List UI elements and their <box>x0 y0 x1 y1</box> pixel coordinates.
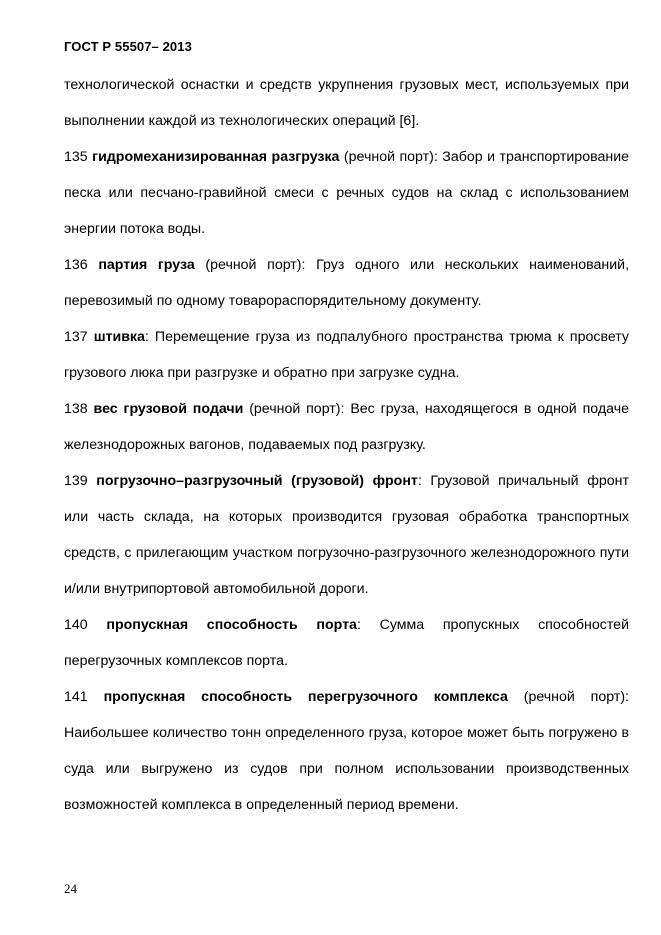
page-number: 24 <box>64 881 77 896</box>
entry-definition: Наибольшее количество тонн определенного груза, которое может быть погружено в суда или выгружено из судов при полном использовании производственных возможностей комплекса в определенный период времени. <box>64 725 629 813</box>
entry-term: гидромеханизированная разгрузка <box>92 149 340 165</box>
entry-definition: Вес груза, находящегося в одной подаче железнодорожных вагонов, подаваемых под разгрузку. <box>64 401 629 453</box>
entry-term: погрузочно–разгрузочный (грузовой) фронт <box>96 473 418 489</box>
term-entry-137 <box>64 319 629 391</box>
entry-number: 136 <box>64 257 88 273</box>
entry-definition: Груз одного или нескольких наименований, перевозимый по одному товарораспорядительному документу. <box>64 257 630 309</box>
document-code-header: ГОСТ Р 55507– 2013 <box>64 39 192 54</box>
entry-number: 137 <box>64 329 88 345</box>
entry-term: пропускная способность порта <box>106 617 357 633</box>
term-entry-136 <box>64 247 629 319</box>
entry-number: 140 <box>64 617 88 633</box>
entry-definition: Перемещение груза из подпалубного пространства трюма к просвету грузового люка при разгрузке и обратно при загрузке судна. <box>64 329 630 381</box>
entry-number: 138 <box>64 401 88 417</box>
term-entry-135 <box>64 139 629 247</box>
entry-definition: Забор и транспортирование песка или песчано-гравийной смеси с речных судов на склад с использованием энергии потока воды. <box>64 149 630 237</box>
entry-separator: (речной порт): <box>339 149 443 165</box>
term-entry-139 <box>64 463 629 607</box>
entry-term: штивка <box>93 329 145 345</box>
entry-definition: Грузовой причальный фронт или часть склада, на которых производится грузовая обработка транспортных средств, с прилегающим участком погрузочно-разгрузочного железнодорожного пути и/или внутрипортовой автомобильной дороги. <box>64 473 629 597</box>
entry-number: 139 <box>64 473 88 489</box>
entry-term: пропускная способность перегрузочного комплекса <box>103 689 508 705</box>
entry-separator: : <box>417 473 431 489</box>
entry-separator: : <box>144 329 155 345</box>
entry-term: партия груза <box>98 257 195 273</box>
entry-separator: : <box>356 617 380 633</box>
entry-number: 141 <box>64 689 88 705</box>
term-entry-140 <box>64 607 629 679</box>
entry-term: вес грузовой подачи <box>93 401 244 417</box>
entry-separator: (речной порт): <box>507 689 629 705</box>
document-body <box>64 67 629 823</box>
entry-number: 135 <box>64 149 88 165</box>
entry-separator: (речной порт): <box>194 257 317 273</box>
entry-definition: Сумма пропускных способностей перегрузочных комплексов порта. <box>64 617 629 669</box>
entry-separator: (речной порт): <box>243 401 351 417</box>
term-entry-141 <box>64 679 629 823</box>
term-entry-138 <box>64 391 629 463</box>
continuation-paragraph: технологической оснастки и средств укрупнения грузовых мест, используемых при выполнении каждой из технологических операций [6]. <box>64 77 629 129</box>
